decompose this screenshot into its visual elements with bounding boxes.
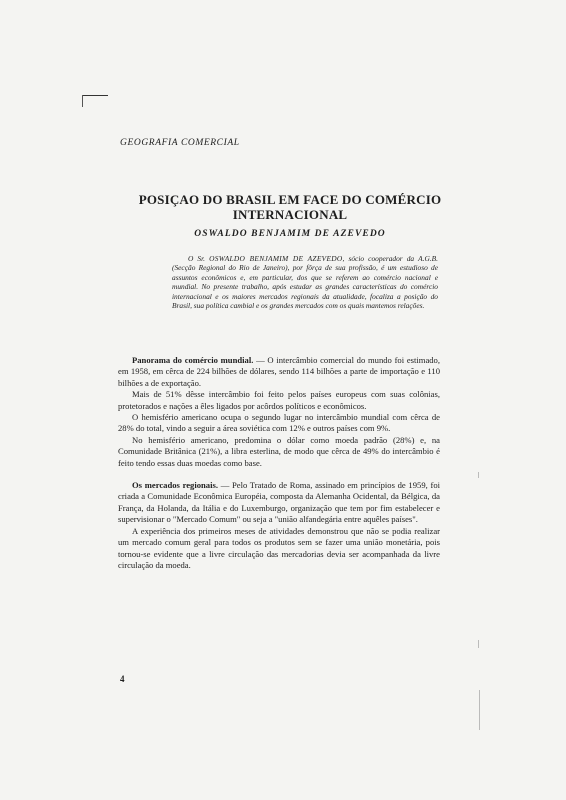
- margin-tick: [478, 640, 479, 648]
- paragraph-heading: Os mercados regionais.: [132, 480, 218, 491]
- paragraph-heading: Panorama do comércio mundial.: [132, 355, 254, 365]
- margin-tick: [479, 690, 480, 730]
- paragraph: [118, 435, 440, 469]
- abstract-author-ref: OSWALDO BENJAMIM DE AZEVEDO: [209, 254, 343, 263]
- paragraph-text: Mais de 51% dêsse intercâmbio foi feito pelos países europeus com suas colônias, protetorados e nações a êles ligados por acôrdos políticos e econômicos.: [118, 389, 440, 411]
- corner-crop-mark: [82, 95, 108, 96]
- paragraph-text: — O intercâmbio comercial do mundo foi estimado, em 1958, em cêrca de 224 bilhões de dólares, sendo 114 bilhões a parte de importação e 110 bilhões a de exportação.: [118, 355, 441, 388]
- article-abstract: [172, 254, 438, 310]
- paragraph-text: — Pelo Tratado de Roma, assinado em princípios de 1959, foi criada a Comunidade Econômica Européia, composta da Alemanha Ocidental, da Bélgica, da França, da Holanda, da Itália e do Luxemburgo, organização que tem por fim estabelecer e supervisionar o "Mercado Comum" ou seja a "união alfandegária entre aquêles países".: [118, 480, 441, 525]
- section-header: GEOGRAFIA COMERCIAL: [120, 138, 240, 148]
- article-author: OSWALDO BENJAMIM DE AZEVEDO: [194, 229, 386, 239]
- paragraph: [118, 480, 440, 526]
- page-number: 4: [120, 674, 125, 684]
- paragraph-text: No hemisfério americano, predomina o dólar como moeda padrão (28%) e, na Comunidade Britânica (21%), a libra esterlina, de modo que cêrca de 49% do intercâmbio é feito tendo essas duas moedas como base.: [118, 434, 440, 468]
- paragraph-text: A experiência dos primeiros meses de atividades demonstrou que não se podia realizar um mercado comum geral para todos os produtos sem se fazer uma união monetária, pois tornou-se evidente que a livre circulação das mercadorias devia ser acompanhada da livre circulação da moeda.: [118, 525, 440, 570]
- corner-crop-mark-vertical: [82, 95, 83, 107]
- article-body: [118, 355, 440, 571]
- paragraph: [118, 355, 440, 389]
- paragraph: [118, 412, 440, 435]
- abstract-lead: O Sr.: [188, 254, 210, 263]
- margin-tick: [478, 472, 479, 478]
- paragraph: [118, 526, 440, 572]
- paragraph-text: O hemisfério americano ocupa o segundo lugar no intercâmbio mundial com cêrca de 28% do total, vindo a seguir a área soviética com 12% e outros países com 9%.: [118, 412, 440, 434]
- paragraph: [118, 389, 440, 412]
- abstract-text: , sócio cooperador da A.G.B. (Secção Regional do Rio de Janeiro), por fôrça de sua profissão, é um estudioso de assuntos econômicos e, em particular, dos que se referem ao comércio nacional e mundial. No presente trabalho, após estudar as grandes características do comércio internacional e os maiores mercados regionais da atualidade, focaliza a posição do Brasil, sua política cambial e os grandes mercados com os quais mantemos relações.: [172, 254, 438, 311]
- article-title: POSIÇAO DO BRASIL EM FACE DO COMÉRCIO INTERNACIONAL: [138, 192, 442, 222]
